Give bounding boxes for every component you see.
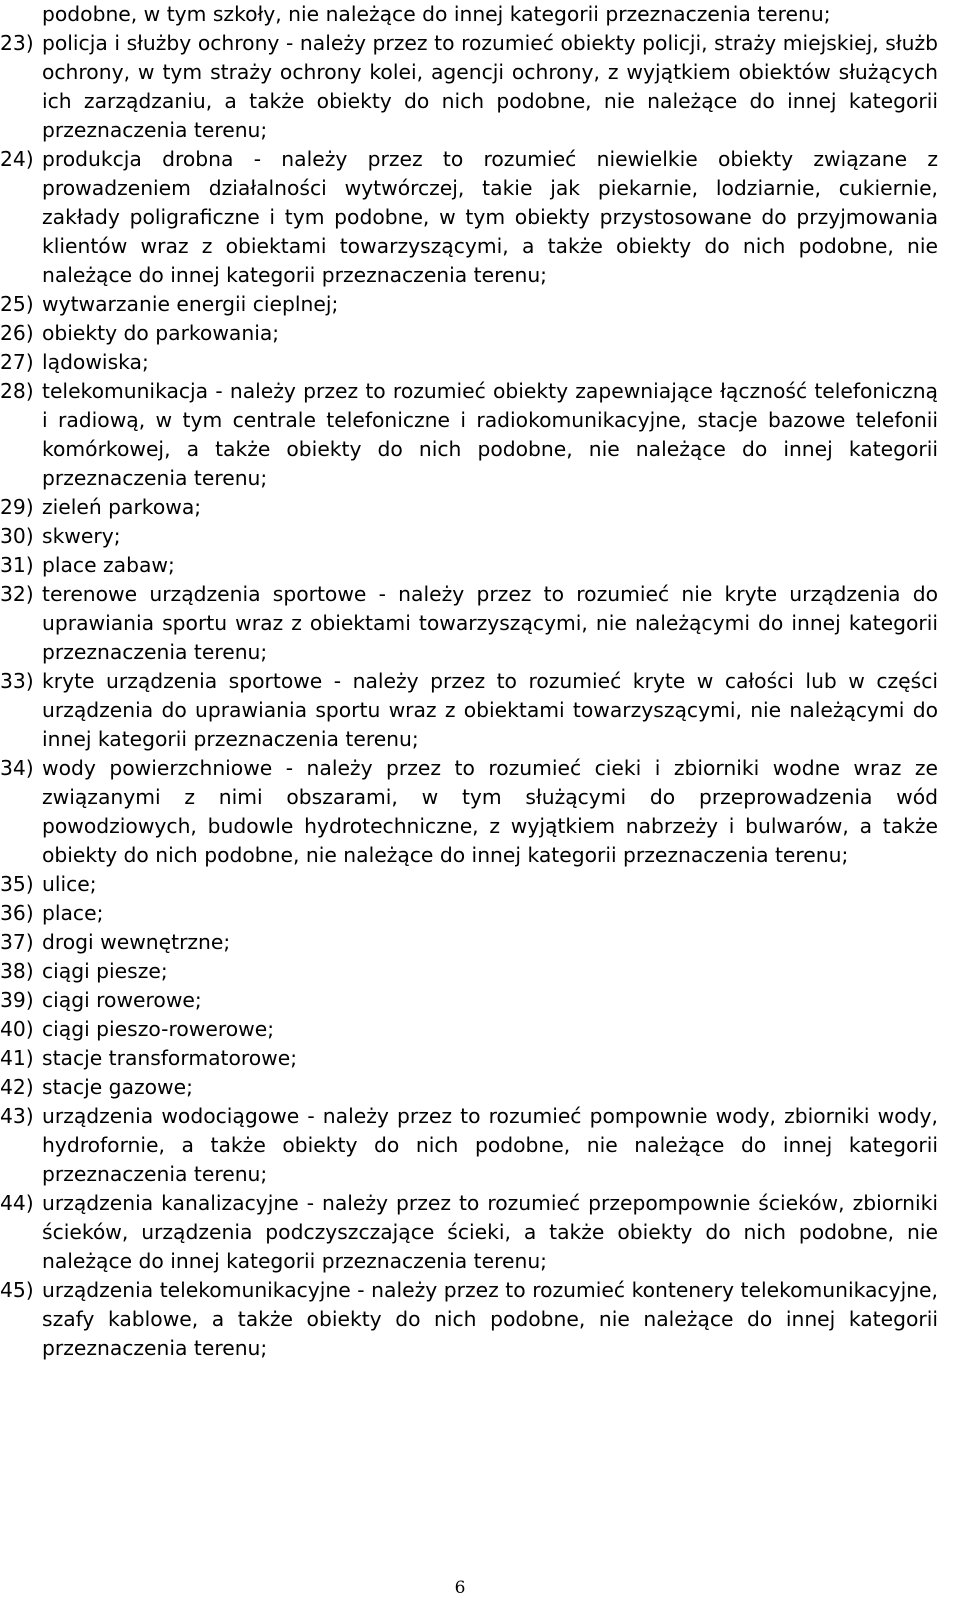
item-number: 44) [0,1191,34,1215]
continuation-paragraph: podobne, w tym szkoły, nie należące do innej kategorii przeznaczenia terenu; [42,2,831,26]
item-text: ciągi rowerowe; [42,988,202,1012]
item-text: policja i służby ochrony - należy przez to rozumieć obiekty policji, straży miejskiej, służb ochrony, w tym straży ochrony kolei, agencji ochrony, z wyjątkiem obiektów służących ich zarządzaniu, a także obiekty do nich podobne, nie należące do innej kategorii przeznaczenia terenu; [42,31,938,142]
item-text: drogi wewnętrzne; [42,930,231,954]
item-number: 39) [0,988,34,1012]
item-number: 27) [0,350,34,374]
item-text: wody powierzchniowe - należy przez to rozumieć cieki i zbiorniki wodne wraz ze związanymi z nimi obszarami, w tym służącymi do przeprowadzenia wód powodziowych, budowle hydrotechniczne, z wyjątkiem nabrzeży i bulwarów, a także obiekty do nich podobne, nie należące do innej kategorii przeznaczenia terenu; [42,756,938,867]
item-number: 29) [0,495,34,519]
list-item-26 [0,319,938,348]
item-text: ciągi piesze; [42,959,168,983]
item-text: ulice; [42,872,97,896]
list-item-36 [0,899,938,928]
item-text: place zabaw; [42,553,175,577]
list-item-45 [0,1276,938,1363]
item-number: 31) [0,553,34,577]
item-text: urządzenia wodociągowe - należy przez to rozumieć pompownie wody, zbiorniki wody, hydrofornie, a także obiekty do nich podobne, nie należące do innej kategorii przeznaczenia terenu; [42,1104,938,1186]
item-number: 26) [0,321,34,345]
item-text: stacje transformatorowe; [42,1046,298,1070]
list-item-40 [0,1015,938,1044]
list-item-30 [0,522,938,551]
list-item-35 [0,870,938,899]
item-number: 35) [0,872,34,896]
item-text: kryte urządzenia sportowe - należy przez to rozumieć kryte w całości lub w części urządzenia do uprawiania sportu wraz z obiektami towarzyszącymi, nie należącymi do innej kategorii przeznaczenia terenu; [42,669,938,751]
item-text: stacje gazowe; [42,1075,193,1099]
item-number: 34) [0,756,34,780]
item-number: 38) [0,959,34,983]
item-number: 23) [0,31,34,55]
page-number: 6 [454,1578,466,1598]
item-number: 41) [0,1046,34,1070]
list-item-39 [0,986,938,1015]
item-number: 37) [0,930,34,954]
item-text: urządzenia kanalizacyjne - należy przez to rozumieć przepompownie ścieków, zbiorniki ścieków, urządzenia podczyszczające ścieki, a także obiekty do nich podobne, nie należące do innej kategorii przeznaczenia terenu; [42,1191,938,1273]
list-item-27 [0,348,938,377]
item-number: 33) [0,669,34,693]
item-text: skwery; [42,524,121,548]
list-item-44 [0,1189,938,1276]
list-item-31 [0,551,938,580]
list-item-33 [0,667,938,754]
list-item-34 [0,754,938,870]
item-text: zieleń parkowa; [42,495,202,519]
item-number: 42) [0,1075,34,1099]
item-number: 36) [0,901,34,925]
list-item-32 [0,580,938,667]
list-item-28 [0,377,938,493]
list-item-29 [0,493,938,522]
item-number: 32) [0,582,34,606]
item-text: produkcja drobna - należy przez to rozumieć niewielkie obiekty związane z prowadzeniem działalności wytwórczej, takie jak piekarnie, lodziarnie, cukiernie, zakłady poligraficzne i tym podobne, w tym obiekty przystosowane do przyjmowania klientów wraz z obiektami towarzyszącymi, a także obiekty do nich podobne, nie należące do innej kategorii przeznaczenia terenu; [42,147,938,287]
item-number: 43) [0,1104,34,1128]
list-item-41 [0,1044,938,1073]
item-text: telekomunikacja - należy przez to rozumieć obiekty zapewniające łączność telefoniczną i radiową, w tym centrale telefoniczne i radiokomunikacyjne, stacje bazowe telefonii komórkowej, a także obiekty do nich podobne, nie należące do innej kategorii przeznaczenia terenu; [42,379,938,490]
item-text: ciągi pieszo-rowerowe; [42,1017,275,1041]
item-number: 40) [0,1017,34,1041]
list-item-24 [0,145,938,290]
item-text: wytwarzanie energii cieplnej; [42,292,339,316]
item-number: 24) [0,147,34,171]
list-item-43 [0,1102,938,1189]
item-number: 25) [0,292,34,316]
item-number: 45) [0,1278,34,1302]
list-item-42 [0,1073,938,1102]
item-number: 28) [0,379,34,403]
item-number: 30) [0,524,34,548]
item-text: lądowiska; [42,350,149,374]
list-item-38 [0,957,938,986]
item-text: obiekty do parkowania; [42,321,280,345]
item-text: place; [42,901,104,925]
list-item-37 [0,928,938,957]
list-item-25 [0,290,938,319]
item-text: urządzenia telekomunikacyjne - należy przez to rozumieć kontenery telekomunikacyjne, szafy kablowe, a także obiekty do nich podobne, nie należące do innej kategorii przeznaczenia terenu; [42,1278,938,1360]
list-item-23 [0,29,938,145]
item-text: terenowe urządzenia sportowe - należy przez to rozumieć nie kryte urządzenia do uprawiania sportu wraz z obiektami towarzyszącymi, nie należącymi do innej kategorii przeznaczenia terenu; [42,582,938,664]
